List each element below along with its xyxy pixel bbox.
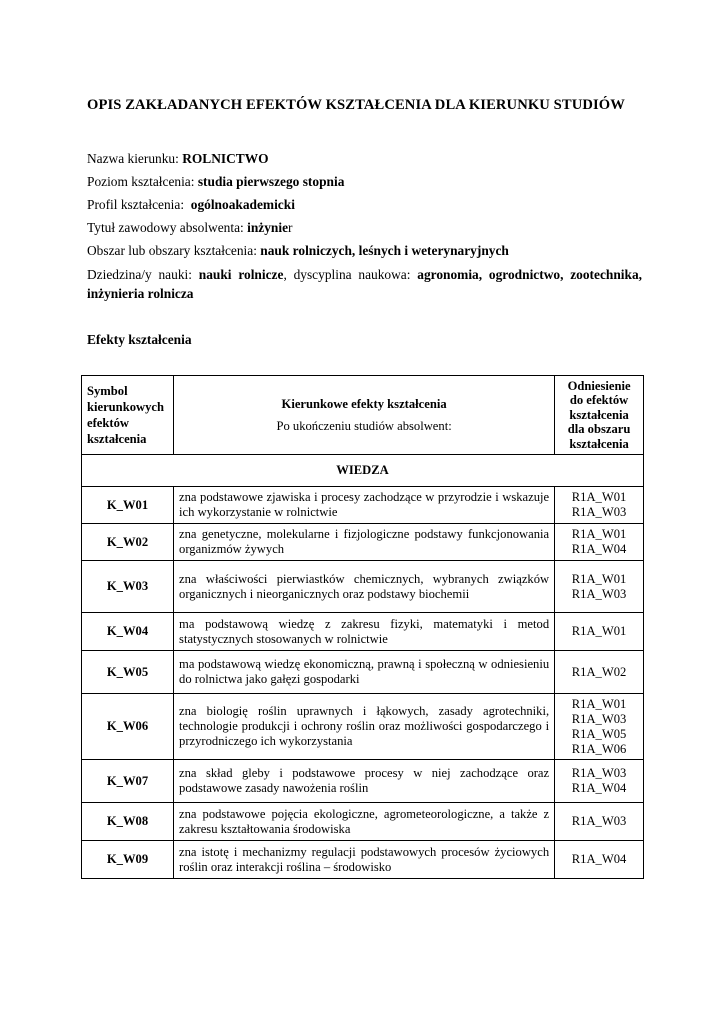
effect-references [555, 487, 644, 524]
reference-code: R1A_W03 [571, 505, 627, 519]
field-obszar [87, 242, 642, 259]
effect-references [555, 803, 644, 841]
effect-description: zna skład gleby i podstawowe procesy w niej zachodzące oraz podstawowe zasady nawożenia roślin [174, 760, 555, 803]
header-reference: Odniesienie do efektów kształcenia dla obszaru kształcenia [555, 376, 644, 455]
field-value: inżynie [247, 220, 289, 235]
table-row [82, 694, 644, 760]
reference-code: R1A_W03 [571, 586, 627, 601]
section-heading: Efekty kształcenia [87, 332, 192, 347]
field-value-2: agronomia, ogrodnictwo, zootechnika, inżynieria rolnicza [87, 267, 642, 301]
effect-symbol: K_W05 [82, 651, 174, 694]
field-label: Poziom kształcenia: [87, 174, 198, 189]
reference-code: R1A_W04 [571, 852, 627, 866]
field-value: nauk rolniczych, leśnych i weterynaryjnych [260, 243, 509, 258]
reference-code: R1A_W06 [571, 741, 627, 756]
table-row [82, 613, 644, 651]
field-value: ogólnoakademicki [190, 197, 295, 212]
effect-description: zna podstawowe zjawiska i procesy zachodzące w przyrodzie i wskazuje ich wykorzystanie w rolnictwie [174, 487, 555, 524]
table-row [82, 803, 644, 841]
reference-code: R1A_W03 [571, 766, 627, 780]
reference-code: R1A_W01 [571, 571, 627, 586]
table-row [82, 760, 644, 803]
effect-references [555, 613, 644, 651]
field-label: Obszar lub obszary kształcenia: [87, 243, 261, 258]
table-row [82, 651, 644, 694]
field-dziedzina [87, 265, 642, 303]
effect-references [555, 841, 644, 879]
effect-symbol: K_W01 [82, 487, 174, 524]
field-poziom [87, 173, 642, 190]
effect-description: zna biologię roślin uprawnych i łąkowych, zasady agrotechniki, technologie produkcji i ochrony roślin oraz możliwości gospodarczego i przyrodniczego ich wykorzystania [174, 694, 555, 760]
field-value: ROLNICTWO [182, 151, 269, 166]
document-title: OPIS ZAKŁADANYCH EFEKTÓW KSZTAŁCENIA DLA KIERUNKU STUDIÓW [87, 97, 625, 113]
header-symbol: Symbol kierunkowych efektów kształcenia [82, 376, 174, 455]
field-label: Profil kształcenia: [87, 197, 191, 212]
effect-references [555, 694, 644, 760]
field-value: studia pierwszego stopnia [197, 174, 345, 189]
effect-symbol: K_W04 [82, 613, 174, 651]
table-row [82, 841, 644, 879]
header-effects-title: Kierunkowe efekty kształcenia [281, 396, 447, 411]
reference-code: R1A_W04 [571, 542, 627, 556]
field-mid: , dyscyplina naukowa: [283, 267, 418, 282]
effect-references [555, 561, 644, 613]
section-label: WIEDZA [82, 455, 644, 487]
table-header-row [82, 376, 644, 455]
reference-code: R1A_W01 [571, 624, 627, 638]
effect-description: zna genetyczne, molekularne i fizjologiczne podstawy funkcjonowania organizmów żywych [174, 524, 555, 561]
field-tytul [87, 219, 642, 236]
field-label: Dziedzina/y nauki: [87, 267, 199, 282]
effects-table [81, 375, 644, 879]
field-profil [87, 196, 642, 213]
effect-description: ma podstawową wiedzę ekonomiczną, prawną i społeczną w odniesieniu do rolnictwa jako gałęzi gospodarki [174, 651, 555, 694]
table-row [82, 487, 644, 524]
reference-code: R1A_W04 [571, 781, 627, 795]
field-suffix: r [288, 220, 293, 235]
reference-code: R1A_W02 [571, 664, 627, 679]
reference-code: R1A_W03 [571, 711, 627, 726]
header-effects-sub: Po ukończeniu studiów absolwent: [276, 418, 452, 433]
reference-code: R1A_W05 [571, 726, 627, 741]
reference-code: R1A_W01 [571, 696, 627, 711]
effect-description: zna podstawowe pojęcia ekologiczne, agrometeorologiczne, a także z zakresu kształtowania środowiska [174, 803, 555, 841]
effect-symbol: K_W09 [82, 841, 174, 879]
effect-references [555, 760, 644, 803]
field-value: nauki rolnicze [198, 267, 284, 282]
table-row [82, 524, 644, 561]
effect-symbol: K_W07 [82, 760, 174, 803]
field-label: Nazwa kierunku: [87, 151, 183, 166]
effect-description: zna istotę i mechanizmy regulacji podstawowych procesów życiowych roślin oraz interakcji roślina – środowisko [174, 841, 555, 879]
effect-symbol: K_W06 [82, 694, 174, 760]
effect-symbol: K_W02 [82, 524, 174, 561]
effect-symbol: K_W03 [82, 561, 174, 613]
reference-code: R1A_W03 [571, 814, 627, 828]
effect-symbol: K_W08 [82, 803, 174, 841]
header-effects [174, 376, 555, 455]
reference-code: R1A_W01 [571, 527, 627, 541]
field-kierunek [87, 150, 642, 167]
effect-description: zna właściwości pierwiastków chemicznych, wybranych związków organicznych i nieorganicznych oraz podstawy biochemii [174, 561, 555, 613]
table-row [82, 561, 644, 613]
effect-description: ma podstawową wiedzę z zakresu fizyki, matematyki i metod statystycznych stosowanych w rolnictwie [174, 613, 555, 651]
reference-code: R1A_W01 [571, 490, 627, 504]
section-row [82, 455, 644, 487]
effect-references [555, 524, 644, 561]
field-label: Tytuł zawodowy absolwenta: [87, 220, 248, 235]
effect-references [555, 651, 644, 694]
